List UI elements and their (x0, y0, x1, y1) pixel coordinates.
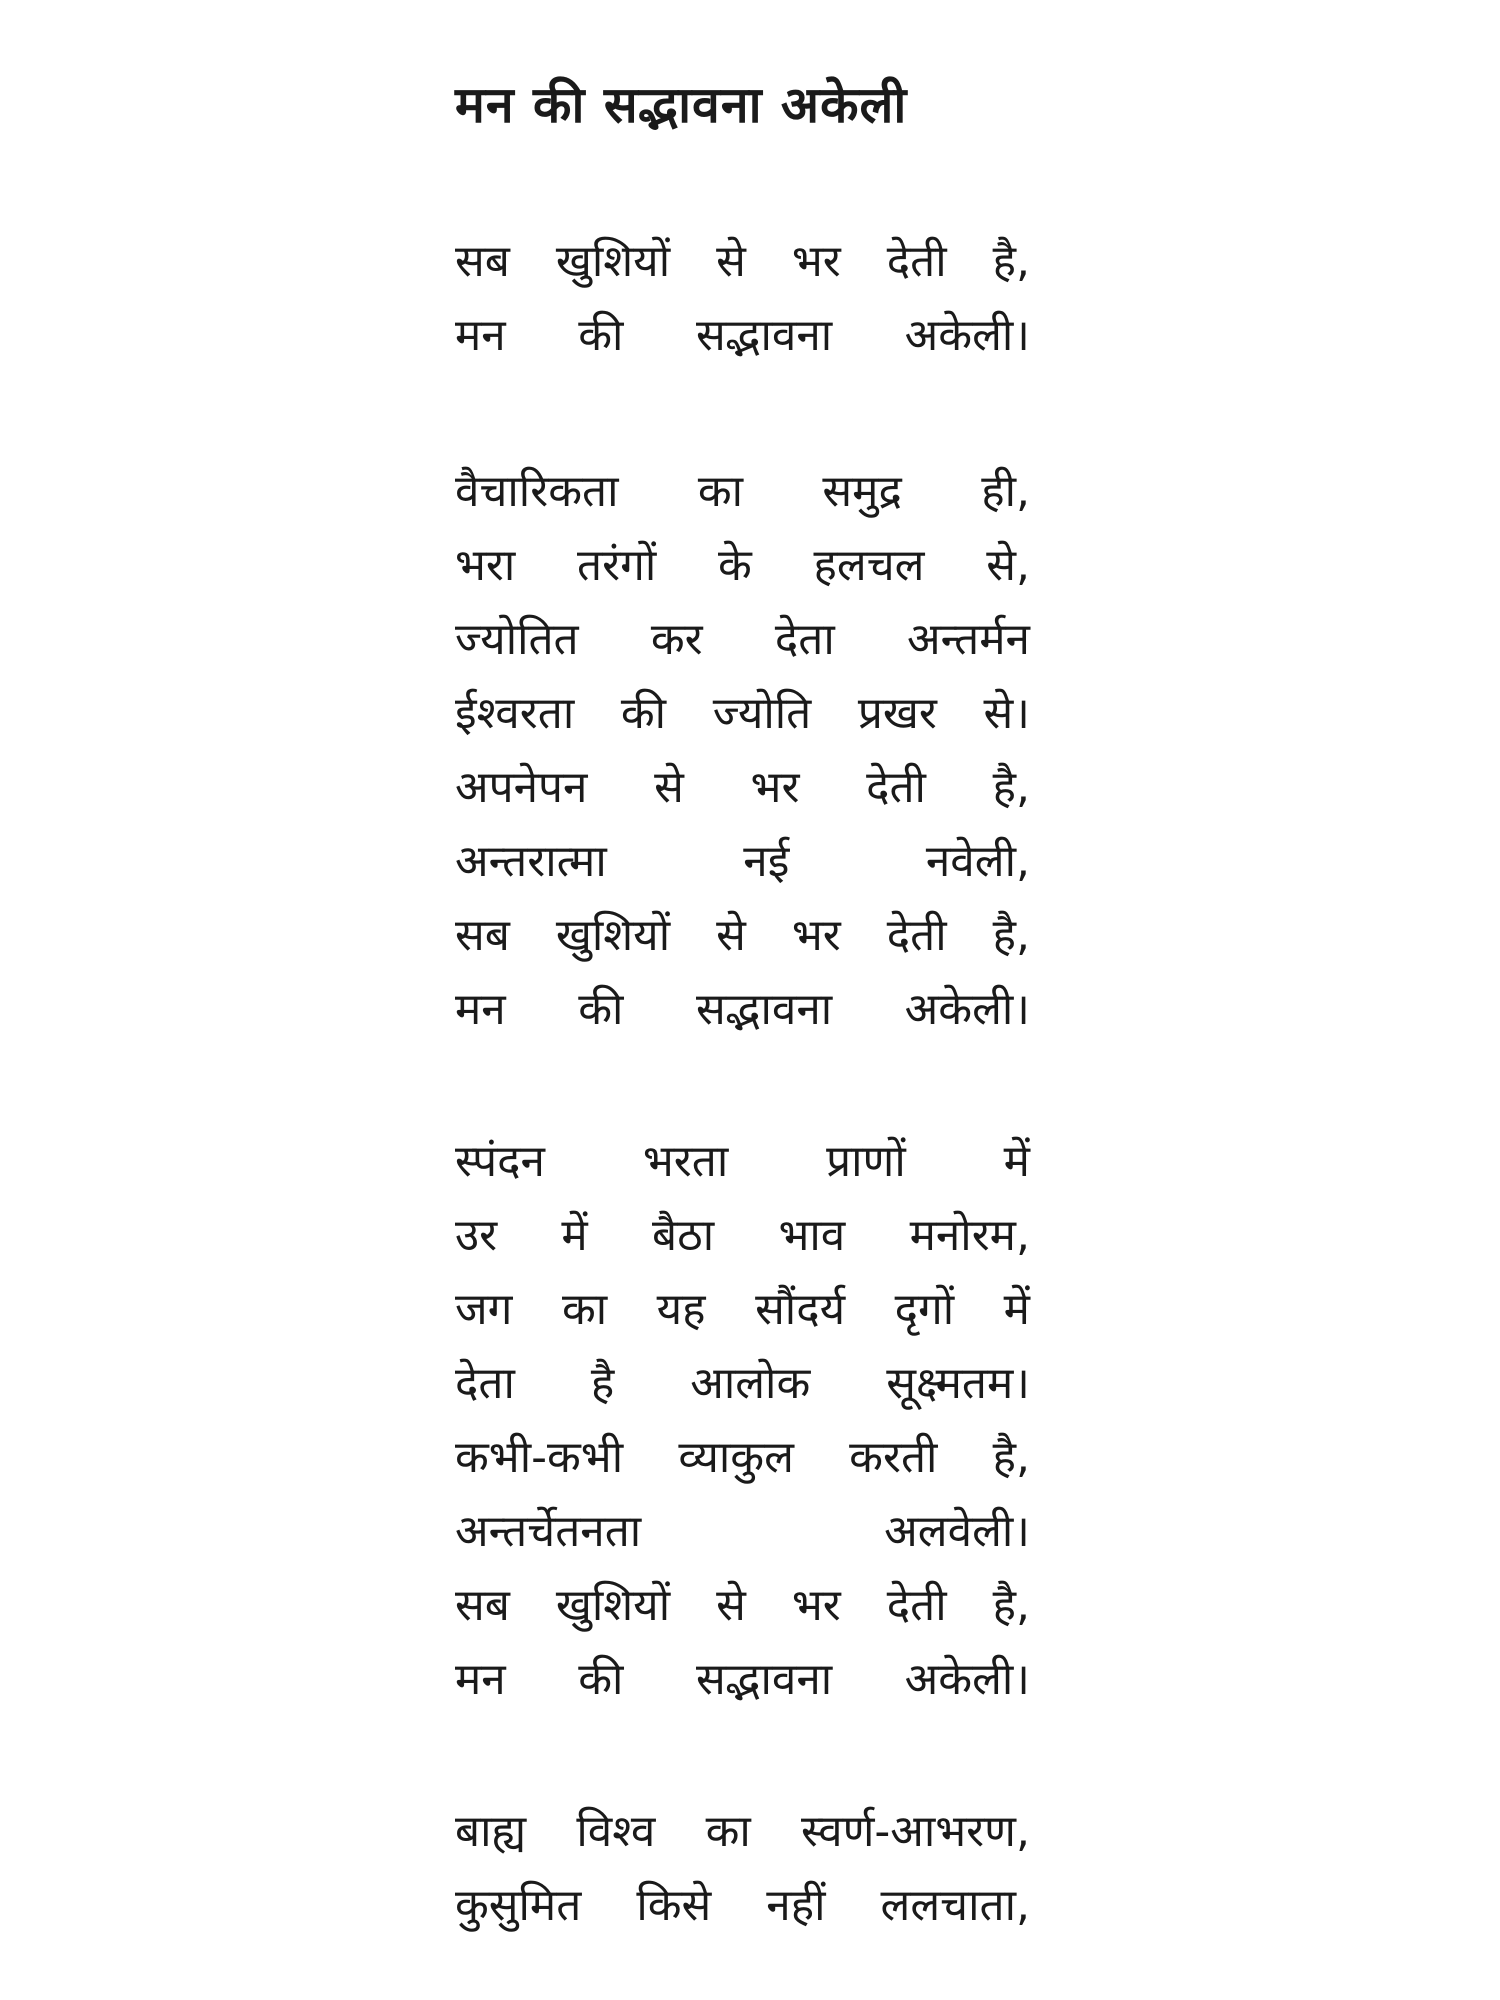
poem-word: से (716, 910, 746, 961)
poem-word: अकेली। (904, 984, 1030, 1035)
stanza-4 (455, 1795, 1030, 1943)
poem-line (455, 1199, 1030, 1273)
poem-line (455, 1643, 1030, 1717)
poem-line (455, 225, 1030, 299)
poem-word: के (718, 540, 752, 591)
poem-word: वैचारिकता (455, 466, 619, 517)
poem-line (455, 973, 1030, 1047)
poem-word: है, (992, 236, 1030, 287)
poem-title: मन की सद्भावना अकेली (455, 76, 908, 134)
poem-word: का (561, 1284, 608, 1335)
poem-word: से। (983, 688, 1030, 739)
poem-word: भर (791, 910, 841, 961)
poem-word: है, (992, 910, 1030, 961)
poem-word: है (590, 1358, 615, 1409)
poem-word: से (654, 762, 684, 813)
poem-word: भरता (642, 1136, 729, 1187)
poem-word: देती (866, 762, 926, 813)
poem-line (455, 299, 1030, 373)
poem-line (455, 1795, 1030, 1869)
poem-word: नहीं (766, 1880, 826, 1931)
poem-word: कर (650, 614, 703, 665)
poem-word: सब (455, 1580, 510, 1631)
poem-word: विश्व (576, 1806, 656, 1857)
poem-word: सूक्ष्मतम। (886, 1358, 1030, 1409)
poem-word: जग (455, 1284, 513, 1335)
poem-word: देती (886, 236, 947, 287)
poem-word: भर (791, 236, 841, 287)
poem-line (455, 1273, 1030, 1347)
poem-word: कुसुमित (455, 1880, 582, 1931)
poem-line (455, 529, 1030, 603)
poem-line (455, 899, 1030, 973)
poem-word: दृगों (894, 1284, 955, 1335)
poem-line (455, 1869, 1030, 1943)
poem-line (455, 1125, 1030, 1199)
poem-word: देती (886, 1580, 947, 1631)
poem-word: मन (455, 984, 506, 1035)
poem-word: ईश्वरता (455, 688, 575, 739)
stanza-3 (455, 1125, 1030, 1717)
poem-word: में (1003, 1284, 1030, 1335)
poem-word: अन्तर्मन (906, 614, 1030, 665)
poem-word: अकेली। (904, 1654, 1030, 1705)
poem-word: कभी-कभी (455, 1432, 624, 1483)
poem-word: भर (750, 762, 800, 813)
poem-line (455, 1569, 1030, 1643)
poem-word: अन्तर्चेतनता (455, 1506, 642, 1557)
poem-word: का (705, 1806, 751, 1857)
poem-line (455, 825, 1030, 899)
poem-word: देता (774, 614, 835, 665)
poem-word: की (578, 984, 624, 1035)
stanza-1 (455, 225, 1030, 373)
poem-word: ज्योतित (455, 614, 579, 665)
poem-word: है, (992, 1580, 1030, 1631)
poem-word: में (561, 1210, 588, 1261)
poem-word: से, (986, 540, 1030, 591)
poem-word: नवेली, (925, 836, 1030, 887)
poem-line (455, 1421, 1030, 1495)
poem-line (455, 677, 1030, 751)
poem-word: सब (455, 910, 510, 961)
poem-word: मनोरम, (909, 1210, 1030, 1261)
poem-word: ज्योति (712, 688, 812, 739)
poem-line (455, 1347, 1030, 1421)
poem-word: नई (743, 836, 790, 887)
poem-word: ललचाता, (880, 1880, 1030, 1931)
poem-word: देती (886, 910, 947, 961)
poem-word: सब (455, 236, 510, 287)
poem-word: भरा (455, 540, 516, 591)
poem-word: खुशियों (555, 910, 671, 961)
poem-word: देता (455, 1358, 515, 1409)
poem-line (455, 603, 1030, 677)
poem-word: की (620, 688, 667, 739)
poem-word: उर (455, 1210, 498, 1261)
poem-word: खुशियों (555, 236, 671, 287)
poem-word: आलोक (690, 1358, 811, 1409)
poem-word: खुशियों (555, 1580, 671, 1631)
poem-word: तरंगों (577, 540, 657, 591)
poem-word: का (697, 466, 744, 517)
poem-word: प्रखर (857, 688, 937, 739)
poem-word: है, (992, 1432, 1030, 1483)
poem-word: मन (455, 1654, 506, 1705)
poem-word: है, (992, 762, 1030, 813)
poem-word: सद्भावना (696, 1654, 833, 1705)
poem-word: से (716, 236, 746, 287)
poem-word: से (716, 1580, 746, 1631)
poem-word: प्राणों (826, 1136, 906, 1187)
poem-word: अलवेली। (884, 1506, 1030, 1557)
poem-word: बैठा (652, 1210, 715, 1261)
poem-line (455, 751, 1030, 825)
poem-line (455, 455, 1030, 529)
poem-word: भर (791, 1580, 841, 1631)
poem-word: बाह्य (455, 1806, 527, 1857)
stanza-2 (455, 455, 1030, 1047)
poem-word: व्याकुल (678, 1432, 794, 1483)
poem-word: की (578, 1654, 624, 1705)
poem-word: हलचल (813, 540, 925, 591)
poem-word: अकेली। (904, 310, 1030, 361)
poem-word: यह (656, 1284, 706, 1335)
poem-word: अन्तरात्मा (455, 836, 607, 887)
poem-line (455, 1495, 1030, 1569)
poem-word: भाव (778, 1210, 846, 1261)
poem-word: स्वर्ण-आभरण, (801, 1806, 1030, 1857)
poem-word: अपनेपन (455, 762, 588, 813)
poem-word: सद्भावना (696, 310, 833, 361)
poem-word: सद्भावना (696, 984, 833, 1035)
poem-word: स्पंदन (455, 1136, 545, 1187)
poem-word: की (578, 310, 624, 361)
poem-word: ही, (981, 466, 1030, 517)
poem-word: में (1003, 1136, 1030, 1187)
poem-word: सौंदर्य (755, 1284, 846, 1335)
poem-word: किसे (636, 1880, 712, 1931)
poem-word: मन (455, 310, 506, 361)
poem-word: करती (849, 1432, 938, 1483)
poem-word: समुद्र (822, 466, 902, 517)
